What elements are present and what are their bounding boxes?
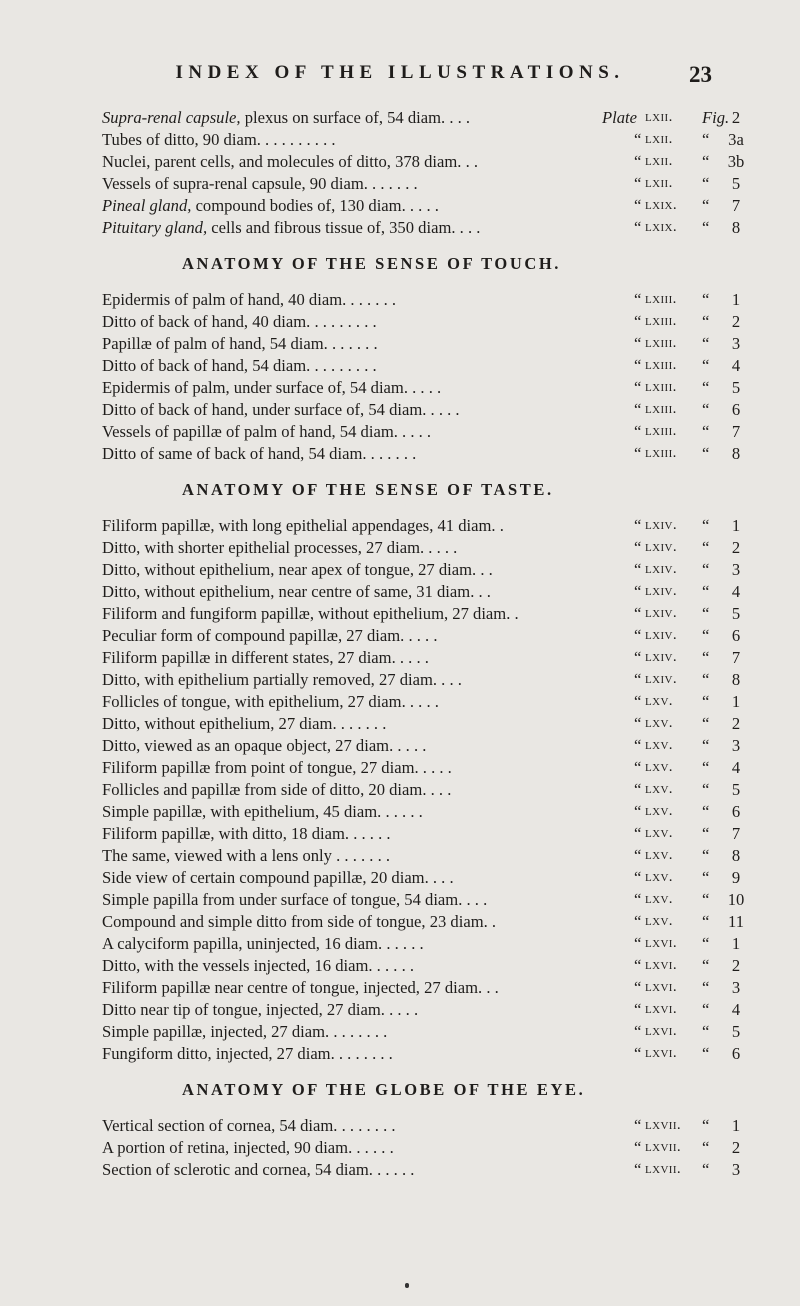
index-entry: [102, 780, 741, 802]
plate-numeral: lxv.: [645, 781, 673, 797]
ditto-mark: “: [702, 670, 710, 689]
ditto-mark: “: [634, 1138, 642, 1157]
ditto-mark: “: [702, 290, 710, 309]
ditto-mark: “: [702, 1138, 710, 1157]
index-entry: [102, 758, 741, 780]
plate-numeral: lxvi.: [645, 979, 678, 995]
index-entry: [102, 1044, 741, 1066]
plate-numeral: lxiv.: [645, 649, 678, 665]
plate-numeral: lxiii.: [645, 445, 677, 461]
plate-numeral: lxiv.: [645, 583, 678, 599]
entry-description: A portion of retina, injected, 90 diam. . . . . .: [102, 1138, 394, 1157]
figure-number: 6: [731, 400, 741, 419]
figure-number: 5: [731, 780, 741, 799]
entry-description: Supra-renal capsule, plexus on surface of, 54 diam. . . .: [102, 108, 471, 127]
figure-number: 11: [728, 912, 744, 931]
index-entry: [102, 560, 741, 582]
ditto-mark: “: [702, 1022, 710, 1041]
running-title: INDEX OF THE ILLUSTRATIONS.: [175, 62, 625, 83]
plate-numeral: lxix.: [645, 219, 678, 235]
figure-number: 3b: [727, 152, 745, 171]
plate-numeral: lxii.: [645, 109, 673, 125]
ditto-mark: “: [702, 758, 710, 777]
ditto-mark: “: [702, 692, 710, 711]
index-section: [102, 108, 745, 240]
ditto-mark: “: [634, 312, 642, 331]
plate-numeral: lxvi.: [645, 1045, 678, 1061]
ditto-mark: “: [634, 516, 642, 535]
plate-numeral: lxiii.: [645, 423, 677, 439]
ditto-mark: “: [702, 780, 710, 799]
ditto-mark: “: [702, 934, 710, 953]
figure-number: 10: [727, 890, 745, 909]
page-header: [0, 62, 800, 92]
figure-number: 1: [731, 516, 741, 535]
page-number: 23: [689, 62, 712, 87]
figure-number: 8: [731, 846, 741, 865]
figure-number: 4: [731, 1000, 741, 1019]
plate-numeral: lxvii.: [645, 1139, 682, 1155]
entry-description: Ditto, without epithelium, near centre of same, 31 diam. . .: [102, 582, 491, 601]
ditto-mark: “: [634, 444, 642, 463]
ditto-mark: “: [702, 1044, 710, 1063]
index-entry: [102, 890, 745, 912]
index-entry: [102, 538, 741, 560]
entry-description: Peculiar form of compound papillæ, 27 diam. . . . .: [102, 626, 438, 645]
entry-description: Ditto of same of back of hand, 54 diam. . . . . . .: [102, 444, 417, 463]
entry-description: Side view of certain compound papillæ, 20 diam. . . .: [102, 868, 454, 887]
figure-number: 8: [731, 670, 741, 689]
entry-description: Ditto of back of hand, 40 diam. . . . . . . . .: [102, 312, 377, 331]
plate-numeral: lxv.: [645, 869, 673, 885]
ditto-mark: “: [702, 956, 710, 975]
figure-number: 3: [731, 978, 741, 997]
figure-number: 8: [731, 218, 741, 237]
ditto-mark: “: [702, 648, 710, 667]
index-entry: [102, 934, 741, 956]
entry-description: Nuclei, parent cells, and molecules of ditto, 378 diam. . .: [102, 152, 479, 171]
figure-number: 7: [731, 422, 741, 441]
ditto-mark: “: [702, 1160, 710, 1179]
figure-number: 7: [731, 824, 741, 843]
ditto-mark: “: [634, 1160, 642, 1179]
plate-numeral: lxv.: [645, 847, 673, 863]
entry-description: Ditto, with shorter epithelial processes, 27 diam. . . . .: [102, 538, 458, 557]
ditto-mark: “: [702, 422, 710, 441]
ditto-mark: “: [702, 538, 710, 557]
entry-description: Vertical section of cornea, 54 diam. . . . . . . .: [102, 1116, 396, 1135]
ditto-mark: “: [702, 444, 710, 463]
entry-description: Follicles and papillæ from side of ditto, 20 diam. . . .: [102, 780, 452, 799]
index-entry: [102, 356, 741, 378]
index-entry: [102, 648, 741, 670]
ditto-mark: “: [634, 714, 642, 733]
ditto-mark: “: [634, 560, 642, 579]
ditto-mark: “: [702, 130, 710, 149]
plate-numeral: lxiii.: [645, 357, 677, 373]
plate-numeral: lxiii.: [645, 335, 677, 351]
figure-number: 2: [731, 538, 741, 557]
plate-numeral: lxv.: [645, 913, 673, 929]
entry-description: Follicles of tongue, with epithelium, 27 diam. . . . .: [102, 692, 439, 711]
section-heading: ANATOMY OF THE GLOBE OF THE EYE.: [182, 1080, 586, 1099]
entry-description: Papillæ of palm of hand, 54 diam. . . . . . .: [102, 334, 378, 353]
ditto-mark: “: [702, 378, 710, 397]
plate-numeral: lxii.: [645, 153, 673, 169]
plate-numeral: lxv.: [645, 891, 673, 907]
index-section: [102, 254, 741, 466]
ditto-mark: “: [702, 868, 710, 887]
entry-description: Fungiform ditto, injected, 27 diam. . . . . . . .: [102, 1044, 393, 1063]
plate-numeral: lxiii.: [645, 379, 677, 395]
ditto-mark: “: [634, 626, 642, 645]
entry-description: Vessels of papillæ of palm of hand, 54 diam. . . . .: [102, 422, 432, 441]
figure-number: 6: [731, 626, 741, 645]
figure-number: 4: [731, 582, 741, 601]
figure-number: 3a: [728, 130, 744, 149]
ditto-mark: “: [702, 196, 710, 215]
ditto-mark: “: [634, 780, 642, 799]
ditto-mark: “: [634, 1044, 642, 1063]
index-list: [102, 108, 745, 1182]
ditto-mark: “: [634, 604, 642, 623]
figure-number: 9: [731, 868, 741, 887]
figure-number: 8: [731, 444, 741, 463]
ditto-mark: “: [634, 130, 642, 149]
index-entry: [102, 174, 741, 196]
ditto-mark: “: [634, 736, 642, 755]
entry-description: Filiform papillæ from point of tongue, 27 diam. . . . .: [102, 758, 452, 777]
fig-label: Fig.: [702, 108, 730, 127]
ditto-mark: “: [634, 290, 642, 309]
index-entry: [102, 956, 741, 978]
plate-numeral: lxv.: [645, 759, 673, 775]
figure-number: 4: [731, 758, 741, 777]
figure-number: 1: [731, 1116, 741, 1135]
ditto-mark: “: [634, 890, 642, 909]
entry-subject: Supra-renal capsule,: [102, 108, 241, 127]
ditto-mark: “: [702, 334, 710, 353]
plate-numeral: lxv.: [645, 715, 673, 731]
index-entry: [102, 868, 741, 890]
plate-numeral: lxiii.: [645, 313, 677, 329]
entry-description: Ditto, with epithelium partially removed, 27 diam. . . .: [102, 670, 462, 689]
plate-numeral: lxvi.: [645, 935, 678, 951]
ditto-mark: “: [634, 934, 642, 953]
index-entry: [102, 196, 741, 218]
plate-numeral: lxv.: [645, 825, 673, 841]
ditto-mark: “: [634, 692, 642, 711]
index-entry: [102, 378, 741, 400]
entry-description: Simple papillæ, with epithelium, 45 diam. . . . . .: [102, 802, 423, 821]
index-entry: [102, 400, 741, 422]
index-entry: [102, 444, 741, 466]
entry-description: Simple papilla from under surface of tongue, 54 diam. . . .: [102, 890, 488, 909]
plate-numeral: lxiii.: [645, 291, 677, 307]
index-entry: [102, 312, 741, 334]
entry-description: A calyciform papilla, uninjected, 16 diam. . . . . .: [102, 934, 424, 953]
figure-number: 3: [731, 334, 741, 353]
ditto-mark: “: [702, 174, 710, 193]
ditto-mark: “: [702, 1000, 710, 1019]
ditto-mark: “: [702, 890, 710, 909]
ditto-mark: “: [634, 334, 642, 353]
ditto-mark: “: [634, 196, 642, 215]
ditto-mark: “: [634, 400, 642, 419]
ditto-mark: “: [702, 400, 710, 419]
figure-number: 4: [731, 356, 741, 375]
ditto-mark: “: [634, 582, 642, 601]
plate-numeral: lxvi.: [645, 1023, 678, 1039]
index-entry: [102, 978, 741, 1000]
index-entry: [102, 802, 741, 824]
ditto-mark: “: [634, 824, 642, 843]
entry-description: Ditto near tip of tongue, injected, 27 diam. . . . .: [102, 1000, 419, 1019]
ditto-mark: “: [634, 846, 642, 865]
plate-numeral: lxvii.: [645, 1161, 682, 1177]
ditto-mark: “: [634, 1022, 642, 1041]
index-entry: [102, 626, 741, 648]
section-heading: ANATOMY OF THE SENSE OF TOUCH.: [182, 254, 562, 273]
ditto-mark: “: [634, 802, 642, 821]
index-entry: [102, 736, 741, 758]
ditto-mark: “: [702, 1116, 710, 1135]
ditto-mark: “: [702, 604, 710, 623]
index-entry: [102, 108, 741, 130]
ditto-mark: “: [702, 516, 710, 535]
plate-numeral: lxiv.: [645, 539, 678, 555]
entry-description: Ditto, without epithelium, 27 diam. . . . . . .: [102, 714, 387, 733]
figure-number: 7: [731, 196, 741, 215]
index-entry: [102, 516, 741, 538]
entry-description: Filiform papillæ, with long epithelial appendages, 41 diam. .: [102, 516, 504, 535]
ditto-mark: “: [634, 648, 642, 667]
ditto-mark: “: [702, 736, 710, 755]
figure-number: 2: [731, 108, 741, 127]
index-section: [102, 480, 745, 1066]
figure-number: 1: [731, 934, 741, 953]
ditto-mark: “: [634, 422, 642, 441]
figure-number: 5: [731, 174, 741, 193]
entry-subject: Pituitary gland,: [102, 218, 208, 237]
index-entry: [102, 218, 741, 240]
index-entry: [102, 1000, 741, 1022]
ditto-mark: “: [634, 978, 642, 997]
entry-description: Filiform and fungiform papillæ, without epithelium, 27 diam. .: [102, 604, 519, 623]
plate-numeral: lxii.: [645, 175, 673, 191]
entry-description: Epidermis of palm, under surface of, 54 diam. . . . .: [102, 378, 442, 397]
index-entry: [102, 824, 741, 846]
plate-numeral: lxiv.: [645, 671, 678, 687]
figure-number: 3: [731, 736, 741, 755]
ditto-mark: “: [702, 802, 710, 821]
entry-description: Pituitary gland, cells and fibrous tissue of, 350 diam. . . .: [102, 218, 481, 237]
ditto-mark: “: [702, 626, 710, 645]
ditto-mark: “: [702, 714, 710, 733]
ditto-mark: “: [634, 218, 642, 237]
figure-number: 2: [731, 956, 741, 975]
ditto-mark: “: [634, 1000, 642, 1019]
index-section: [102, 1080, 741, 1182]
figure-number: 6: [731, 1044, 741, 1063]
index-entry: [102, 290, 741, 312]
plate-numeral: lxix.: [645, 197, 678, 213]
ditto-mark: “: [702, 312, 710, 331]
figure-number: 1: [731, 290, 741, 309]
index-entry: [102, 714, 741, 736]
ditto-mark: “: [702, 912, 710, 931]
plate-numeral: lxiv.: [645, 605, 678, 621]
plate-numeral: lxvii.: [645, 1117, 682, 1133]
plate-numeral: lxiv.: [645, 517, 678, 533]
ditto-mark: “: [634, 868, 642, 887]
index-entry: [102, 1138, 741, 1160]
plate-numeral: lxvi.: [645, 957, 678, 973]
figure-number: 2: [731, 714, 741, 733]
ditto-mark: “: [702, 560, 710, 579]
ditto-mark: “: [634, 670, 642, 689]
entry-description: Filiform papillæ in different states, 27 diam. . . . .: [102, 648, 429, 667]
figure-number: 5: [731, 378, 741, 397]
ditto-mark: “: [702, 356, 710, 375]
ink-speck: [405, 1283, 409, 1288]
entry-description: Filiform papillæ near centre of tongue, injected, 27 diam. . .: [102, 978, 499, 997]
plate-numeral: lxii.: [645, 131, 673, 147]
plate-label: Plate: [602, 108, 638, 127]
entry-description: Ditto of back of hand, 54 diam. . . . . . . . .: [102, 356, 377, 375]
entry-description: Pineal gland, compound bodies of, 130 diam. . . . .: [102, 196, 439, 215]
figure-number: 1: [731, 692, 741, 711]
entry-description: Ditto, with the vessels injected, 16 diam. . . . . .: [102, 956, 415, 975]
index-entry: [102, 1160, 741, 1182]
figure-number: 3: [731, 560, 741, 579]
index-entry: [102, 152, 745, 174]
entry-description: Ditto, without epithelium, near apex of tongue, 27 diam. . .: [102, 560, 493, 579]
entry-description: Ditto, viewed as an opaque object, 27 diam. . . . .: [102, 736, 427, 755]
plate-numeral: lxv.: [645, 693, 673, 709]
ditto-mark: “: [702, 582, 710, 601]
index-entry: [102, 604, 741, 626]
ditto-mark: “: [634, 758, 642, 777]
plate-numeral: lxiv.: [645, 561, 678, 577]
ditto-mark: “: [702, 846, 710, 865]
entry-description: Vessels of supra-renal capsule, 90 diam. . . . . . .: [102, 174, 418, 193]
figure-number: 2: [731, 312, 741, 331]
plate-numeral: lxvi.: [645, 1001, 678, 1017]
entry-description: Ditto of back of hand, under surface of, 54 diam. . . . .: [102, 400, 460, 419]
ditto-mark: “: [634, 956, 642, 975]
index-entry: [102, 670, 741, 692]
index-entry: [102, 692, 741, 714]
ditto-mark: “: [634, 356, 642, 375]
ditto-mark: “: [634, 912, 642, 931]
index-entry: [102, 1116, 741, 1138]
index-entry: [102, 582, 741, 604]
entry-description: Compound and simple ditto from side of tongue, 23 diam. .: [102, 912, 497, 931]
index-entry: [102, 334, 741, 356]
entry-description: Section of sclerotic and cornea, 54 diam. . . . . .: [102, 1160, 415, 1179]
ditto-mark: “: [702, 824, 710, 843]
ditto-mark: “: [634, 378, 642, 397]
ditto-mark: “: [634, 174, 642, 193]
section-heading: ANATOMY OF THE SENSE OF TASTE.: [182, 480, 554, 499]
figure-number: 6: [731, 802, 741, 821]
figure-number: 5: [731, 1022, 741, 1041]
index-entry: [102, 130, 744, 152]
ditto-mark: “: [702, 152, 710, 171]
ditto-mark: “: [702, 978, 710, 997]
figure-number: 3: [731, 1160, 741, 1179]
plate-numeral: lxiii.: [645, 401, 677, 417]
ditto-mark: “: [634, 152, 642, 171]
figure-number: 7: [731, 648, 741, 667]
entry-description: Tubes of ditto, 90 diam. . . . . . . . . .: [102, 130, 336, 149]
entry-subject: Pineal gland,: [102, 196, 192, 215]
ditto-mark: “: [634, 1116, 642, 1135]
entry-description: Filiform papillæ, with ditto, 18 diam. . . . . .: [102, 824, 391, 843]
index-entry: [102, 1022, 741, 1044]
index-entry: [102, 422, 741, 444]
index-entry: [102, 846, 741, 868]
ditto-mark: “: [634, 538, 642, 557]
entry-description: Simple papillæ, injected, 27 diam. . . . . . . .: [102, 1022, 388, 1041]
figure-number: 5: [731, 604, 741, 623]
entry-description: The same, viewed with a lens only . . . . . . .: [102, 846, 391, 865]
plate-numeral: lxv.: [645, 803, 673, 819]
index-entry: [102, 912, 744, 934]
ditto-mark: “: [702, 218, 710, 237]
plate-numeral: lxiv.: [645, 627, 678, 643]
entry-description: Epidermis of palm of hand, 40 diam. . . . . . .: [102, 290, 397, 309]
plate-numeral: lxv.: [645, 737, 673, 753]
figure-number: 2: [731, 1138, 741, 1157]
